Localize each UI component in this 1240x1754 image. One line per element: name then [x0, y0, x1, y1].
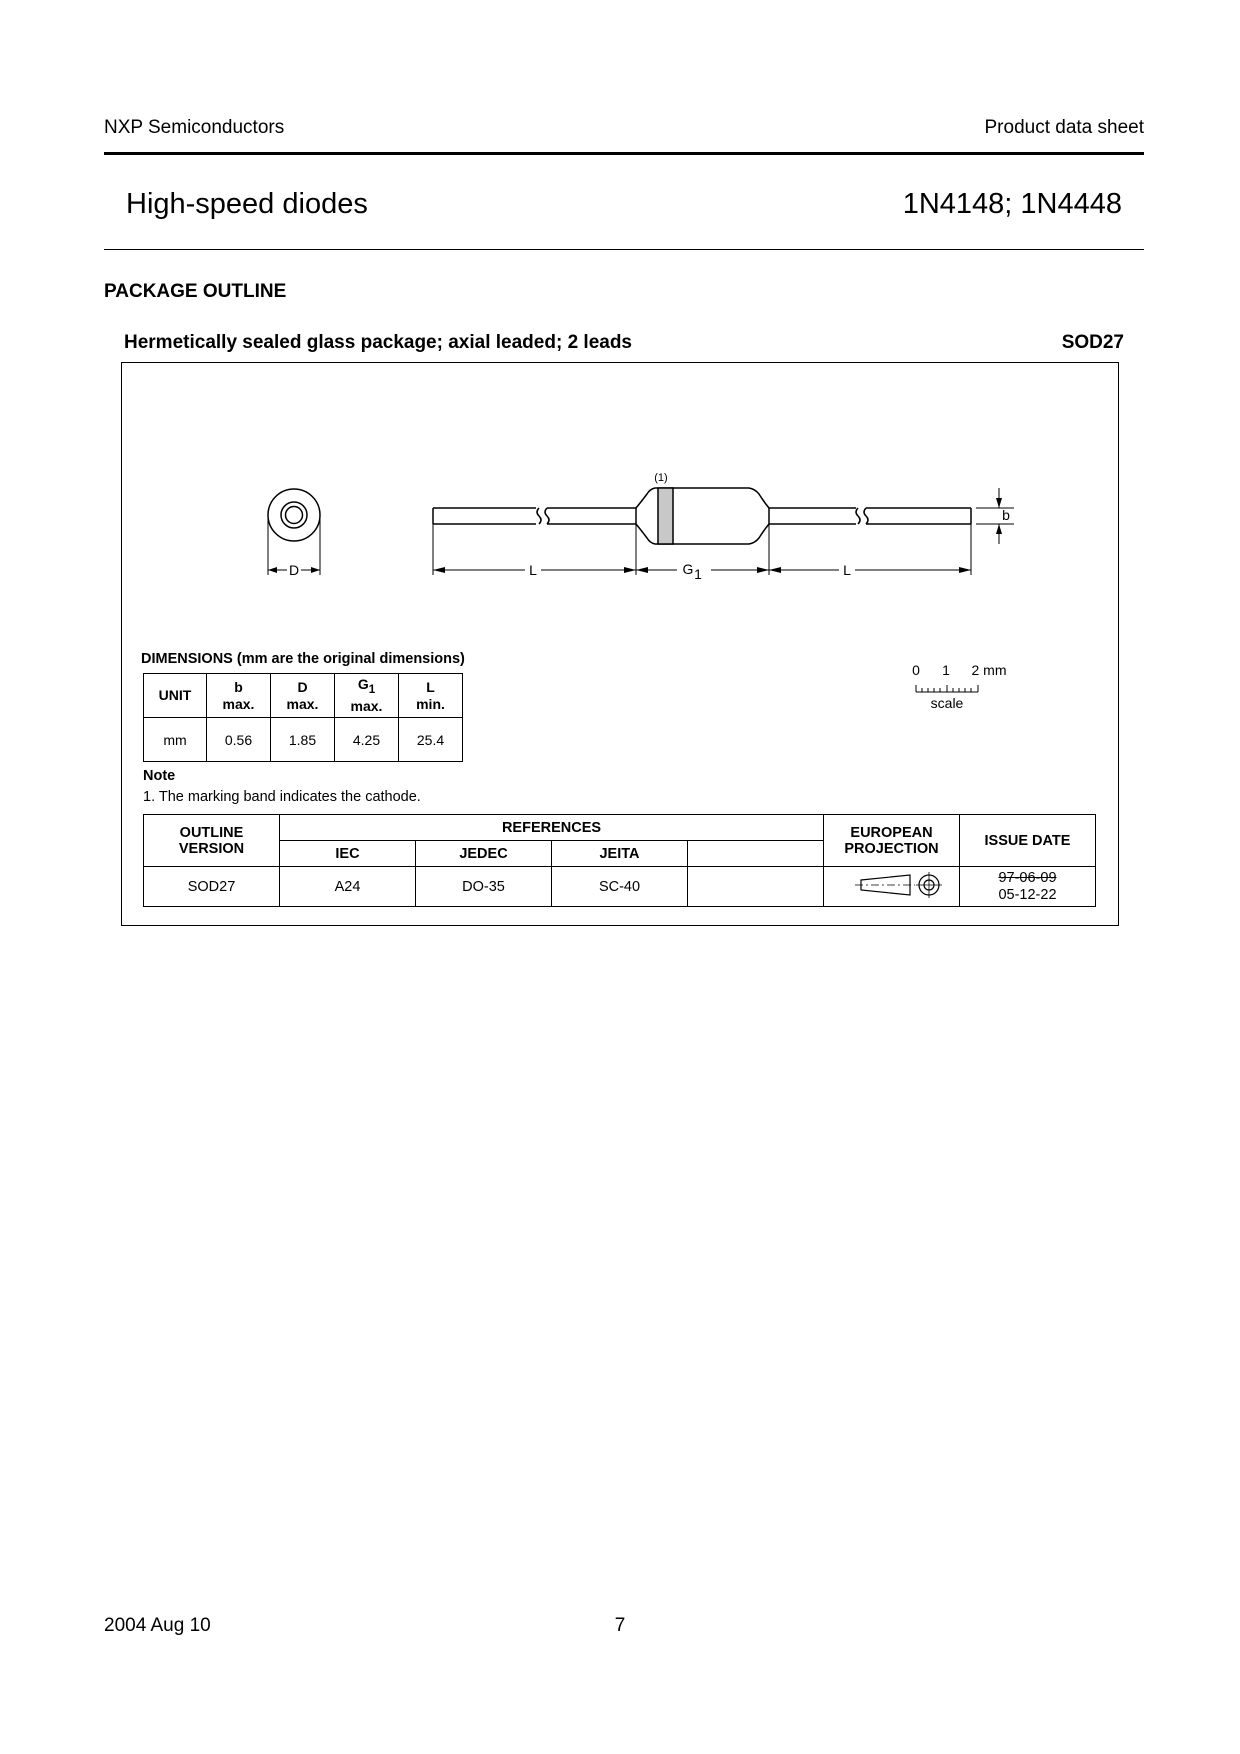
references-header: REFERENCES: [280, 815, 824, 841]
footer-page-number: 7: [614, 1615, 626, 1636]
right-lead: [769, 508, 971, 524]
header-doc-type: Product data sheet: [984, 117, 1144, 138]
dimensions-title: DIMENSIONS (mm are the original dimensions): [141, 651, 465, 667]
projection-icon: [837, 870, 947, 900]
header-company: NXP Semiconductors: [104, 117, 285, 138]
part-numbers-title: 1N4148; 1N4448: [902, 188, 1122, 220]
dimensions-value-d: 1.85: [271, 718, 335, 762]
issue-date-new: 05-12-22: [998, 886, 1057, 903]
dimensions-unit-header: UNIT: [144, 674, 207, 718]
reference-empty-value: [688, 867, 824, 907]
end-view: [268, 489, 320, 541]
dimensions-col-b: b max.: [207, 674, 271, 718]
arrowheads: [268, 498, 1002, 573]
dimensions-value-g1: 4.25: [335, 718, 399, 762]
scale-tick-1: 1: [942, 662, 950, 678]
projection-header: EUROPEAN PROJECTION: [824, 815, 960, 867]
dimensions-col-l: L min.: [399, 674, 463, 718]
dimension-l-left-label: L: [529, 562, 537, 578]
extension-lines: [268, 508, 1014, 575]
cathode-band: [658, 488, 673, 544]
dimension-b-label: b: [1002, 507, 1010, 523]
dimensions-value-b: 0.56: [207, 718, 271, 762]
package-description: Hermetically sealed glass package; axial leaded; 2 leads: [124, 332, 632, 353]
outline-version-header: OUTLINE VERSION: [144, 815, 280, 867]
header-rule: [104, 152, 1144, 155]
note-title: Note: [143, 768, 176, 784]
jeita-header: JEITA: [552, 841, 688, 867]
scale-tick-2: 2 mm: [971, 662, 1007, 678]
outline-version-value: SOD27: [144, 867, 280, 907]
dimension-g-subscript: 1: [694, 566, 702, 582]
dimensions-table: [143, 673, 463, 762]
dimension-l-right-label: L: [843, 562, 851, 578]
dimensions-col-g1: $G_1$ max.: [335, 674, 399, 718]
package-code: SOD27: [1061, 332, 1124, 353]
dimensions-header-row: [144, 674, 463, 718]
references-table: [143, 814, 1096, 907]
diode-body: [636, 488, 769, 544]
issue-date-old: 97-06-09: [998, 869, 1057, 886]
jeita-value: SC-40: [552, 867, 688, 907]
issue-date-header: ISSUE DATE: [960, 815, 1096, 867]
note-marker-label: (1): [654, 472, 668, 484]
european-projection-symbol: [824, 867, 960, 907]
note-text: 1. The marking band indicates the cathode.: [143, 789, 421, 805]
jedec-value: DO-35: [416, 867, 552, 907]
dimensions-unit-cell: mm: [144, 718, 207, 762]
dimensions-col-d: D max.: [271, 674, 335, 718]
dimension-d-label: D: [288, 562, 300, 578]
reference-empty-header: [688, 841, 824, 867]
dimensions-value-row: [144, 718, 463, 762]
scale-bar: [912, 662, 1006, 711]
section-title: PACKAGE OUTLINE: [104, 281, 287, 302]
dimension-lines: [268, 488, 999, 570]
dimension-g-label: G: [682, 561, 694, 577]
issue-date-value: [960, 867, 1096, 907]
scale-label: scale: [930, 695, 964, 711]
left-lead: [433, 508, 636, 524]
title-rule: [104, 249, 1144, 250]
product-family-title: High-speed diodes: [126, 188, 368, 220]
footer-date: 2004 Aug 10: [104, 1615, 211, 1636]
jedec-header: JEDEC: [416, 841, 552, 867]
scale-tick-0: 0: [912, 662, 920, 678]
iec-header: IEC: [280, 841, 416, 867]
dimensions-value-l: 25.4: [399, 718, 463, 762]
iec-value: A24: [280, 867, 416, 907]
